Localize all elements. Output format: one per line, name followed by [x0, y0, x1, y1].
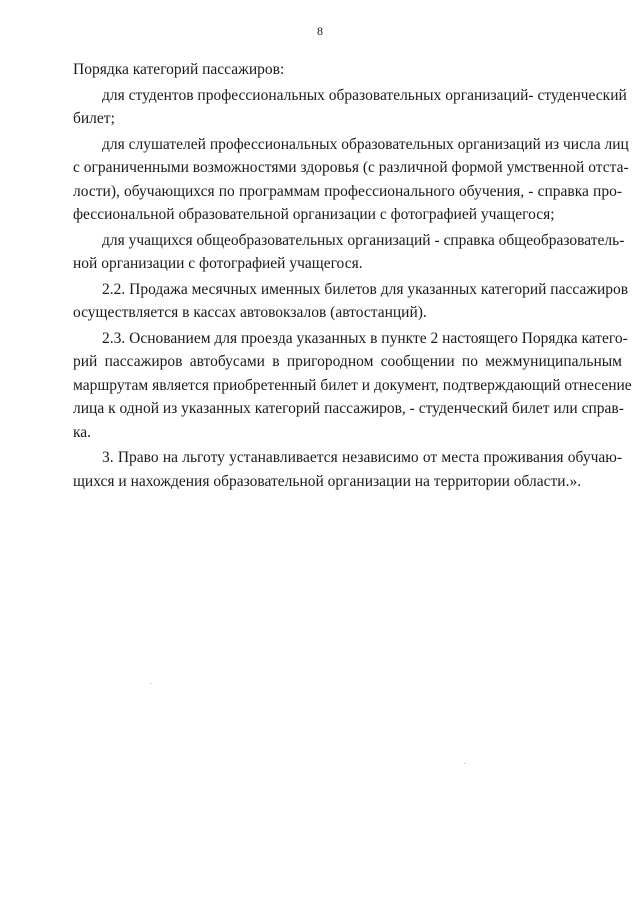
- text-line: для студентов профессиональных образовательных организаций- студенческий: [102, 86, 627, 104]
- text-line: билет;: [73, 110, 115, 127]
- paragraph-2-2: [73, 278, 629, 325]
- text-line: фессиональной образовательной организации с фотографией учащегося;: [73, 206, 555, 223]
- text-line: 3. Право на льготу устанавливается независимо от места проживания обучаю-: [102, 449, 622, 466]
- page-number: 8: [317, 24, 323, 38]
- paragraph-listeners: [73, 133, 629, 227]
- text-line: лица к одной из указанных категорий пассажиров, - студенческий билет или справ-: [73, 400, 624, 417]
- text-line: 2.3. Основанием для проезда указанных в пункте 2 настоящего Порядка катего-: [102, 329, 628, 347]
- text-line: ка.: [73, 423, 92, 441]
- text-line: Порядка категорий пассажиров:: [73, 61, 285, 78]
- text-line: маршрутам является приобретенный билет и документ, подтверждающий отнесение: [73, 376, 632, 394]
- scan-speck: [150, 683, 151, 684]
- text-line: ной организации с фотографией учащегося.: [73, 255, 363, 272]
- text-line: с ограниченными возможностями здоровья (с различной формой умственной отста-: [73, 159, 629, 176]
- text-line: рий пассажиров автобусами в пригородном сообщении по межмуниципальным: [73, 353, 622, 370]
- text-line: 2.2. Продажа месячных именных билетов для указанных категорий пассажиров: [102, 280, 629, 298]
- text-line: лости), обучающихся по программам профессионального обучения, - справка про-: [73, 182, 622, 200]
- text-line: осуществляется в кассах автовокзалов (автостанций).: [73, 304, 427, 321]
- document-body: [73, 58, 632, 495]
- paragraph-intro: [73, 58, 622, 82]
- text-line: для учащихся общеобразовательных организаций - справка общеобразователь-: [102, 231, 625, 249]
- paragraph-students: [73, 84, 627, 131]
- text-line: для слушателей профессиональных образовательных организаций из числа лиц: [102, 135, 629, 153]
- paragraph-2-3: [73, 327, 632, 445]
- paragraph-pupils: [73, 229, 625, 276]
- paragraph-3: [73, 446, 622, 493]
- scan-speck: [464, 763, 465, 764]
- text-line: щихся и нахождения образовательной организации на территории области.».: [73, 472, 582, 490]
